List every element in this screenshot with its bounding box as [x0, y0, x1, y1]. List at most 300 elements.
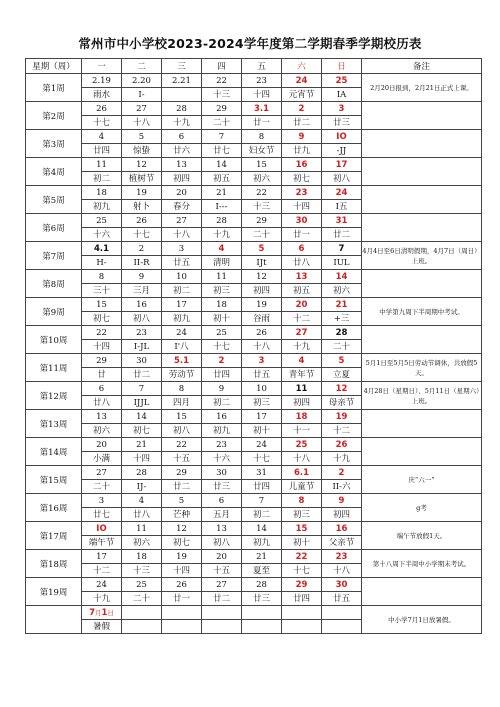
date-fri: 26 [242, 326, 282, 340]
date-fri: 29 [242, 214, 282, 228]
date-sat: 24 [282, 74, 322, 88]
date-sat: 11 [282, 382, 322, 396]
empty-cell [242, 620, 282, 634]
lunar-sun: +三 [322, 312, 362, 326]
lunar-sun: 十二 [322, 424, 362, 438]
lunar-sat: 元宵节 [282, 88, 322, 102]
date-thu: 6 [202, 494, 242, 508]
date-wed: 13 [162, 158, 202, 172]
date-sun: 16 [322, 522, 362, 536]
week-row [26, 438, 482, 452]
week-note: g考 [362, 494, 482, 522]
header-sun: 日 [322, 59, 362, 74]
lunar-thu: 二十 [202, 116, 242, 130]
week-note [362, 158, 482, 186]
date-sat: 18 [282, 410, 322, 424]
empty-cell [202, 620, 242, 634]
date-tue: 9 [122, 270, 162, 284]
date-wed: 5 [162, 494, 202, 508]
date-tue: 12 [122, 158, 162, 172]
date-mon: 18 [82, 186, 122, 200]
week-label: 第10周 [26, 326, 82, 354]
header-fri: 五 [242, 59, 282, 74]
lunar-sat: 初三 [282, 508, 322, 522]
lunar-mon: 初七 [82, 312, 122, 326]
lunar-thu: 十九 [202, 228, 242, 242]
lunar-wed: 初八 [162, 424, 202, 438]
lunar-wed: 芒种 [162, 508, 202, 522]
lunar-wed: 春分 [162, 200, 202, 214]
header-thu: 四 [202, 59, 242, 74]
date-mon: 3 [82, 494, 122, 508]
date-thu: 11 [202, 270, 242, 284]
week-label: 第8周 [26, 270, 82, 298]
lunar-sun: 立夏 [322, 368, 362, 382]
date-sat: 6 [282, 242, 322, 256]
week-note [362, 270, 482, 298]
date-thu: 28 [202, 214, 242, 228]
date-fri: 15 [242, 158, 282, 172]
date-mon: 20 [82, 438, 122, 452]
lunar-mon: 十六 [82, 228, 122, 242]
date-wed: 24 [162, 326, 202, 340]
header-notes: 备注 [362, 59, 482, 74]
date-thu: 23 [202, 438, 242, 452]
date-mon: 2.19 [82, 74, 122, 88]
week-row [26, 522, 482, 536]
week-note [362, 410, 482, 438]
date-mon: 27 [82, 466, 122, 480]
lunar-wed: 四月 [162, 396, 202, 410]
lunar-sun: 廿二 [322, 228, 362, 242]
date-tue: 4 [122, 494, 162, 508]
lunar-thu: 五月 [202, 508, 242, 522]
week-label: 第7周 [26, 242, 82, 270]
date-tue: 14 [122, 410, 162, 424]
date-sat: 20 [282, 298, 322, 312]
date-sat: 22 [282, 550, 322, 564]
header-row [26, 59, 482, 74]
week-label: 第6周 [26, 214, 82, 242]
lunar-sat: 十七 [282, 564, 322, 578]
lunar-wed: 初七 [162, 536, 202, 550]
lunar-tue: I- [122, 88, 162, 102]
week-label: 第14周 [26, 438, 82, 466]
lunar-wed: 初四 [162, 172, 202, 186]
week-row [26, 298, 482, 312]
date-fri: 3 [242, 354, 282, 368]
lunar-wed: 十八 [162, 228, 202, 242]
lunar-mon: 十七 [82, 116, 122, 130]
lunar-fri: 二十 [242, 228, 282, 242]
week-row [26, 550, 482, 564]
date-sat: 15 [282, 522, 322, 536]
lunar-mon: 十二 [82, 564, 122, 578]
lunar-sat: 十九 [282, 340, 322, 354]
week-note: 端午节放假1天。 [362, 522, 482, 550]
date-sun: 26 [322, 438, 362, 452]
date-thu: 9 [202, 382, 242, 396]
date-fri: 12 [242, 270, 282, 284]
header-tue: 二 [122, 59, 162, 74]
date-thu: 20 [202, 550, 242, 564]
summer-label: 暑假 [82, 620, 122, 634]
lunar-sat: 青年节 [282, 368, 322, 382]
date-mon: IO [82, 522, 122, 536]
date-sun: 19 [322, 410, 362, 424]
week-row [26, 410, 482, 424]
week-label: 第1周 [26, 74, 82, 102]
lunar-sun: IA [322, 88, 362, 102]
date-mon: 4 [82, 130, 122, 144]
lunar-fri: 初三 [242, 396, 282, 410]
week-row [26, 102, 482, 116]
lunar-thu: 廿四 [202, 368, 242, 382]
lunar-sat: 初七 [282, 172, 322, 186]
date-wed: 29 [162, 466, 202, 480]
lunar-sun: 初六 [322, 284, 362, 298]
date-sun: 7 [322, 242, 362, 256]
lunar-tue: IJJL [122, 396, 162, 410]
lunar-tue: 植树节 [122, 172, 162, 186]
lunar-sun: 初八 [322, 172, 362, 186]
lunar-sun: II-六 [322, 480, 362, 494]
lunar-thu: 清明 [202, 256, 242, 270]
lunar-sun: 初四 [322, 508, 362, 522]
lunar-fri: 初二 [242, 508, 282, 522]
lunar-sat: 十一 [282, 424, 322, 438]
date-sat: 13 [282, 270, 322, 284]
lunar-tue: IJ- [122, 480, 162, 494]
lunar-thu: 十三 [202, 88, 242, 102]
week-row [26, 494, 482, 508]
week-row [26, 466, 482, 480]
date-thu: 30 [202, 466, 242, 480]
lunar-thu: 廿二 [202, 592, 242, 606]
lunar-sun: I五 [322, 200, 362, 214]
date-tue: 27 [122, 102, 162, 116]
date-fri: 8 [242, 130, 282, 144]
date-sat: 30 [282, 214, 322, 228]
lunar-sat: 初五 [282, 284, 322, 298]
lunar-fri: 初六 [242, 172, 282, 186]
empty-cell [122, 620, 162, 634]
date-wed: 5.1 [162, 354, 202, 368]
date-sun: 3 [322, 102, 362, 116]
date-wed: 12 [162, 522, 202, 536]
date-wed: 3 [162, 242, 202, 256]
lunar-mon: 三十 [82, 284, 122, 298]
week-note: 5月1日至5月5日劳动节调休，共放假5天。 [362, 354, 482, 382]
date-tue: 30 [122, 354, 162, 368]
lunar-tue: 初七 [122, 424, 162, 438]
header-week: 星期（周） [26, 59, 82, 74]
lunar-wed [162, 88, 202, 102]
week-label: 第2周 [26, 102, 82, 130]
date-mon: 6 [82, 382, 122, 396]
date-mon: 15 [82, 298, 122, 312]
lunar-sun: 二十 [322, 340, 362, 354]
lunar-thu: 廿三 [202, 480, 242, 494]
week-note [362, 438, 482, 466]
lunar-sun: 母亲节 [322, 396, 362, 410]
date-fri: 22 [242, 186, 282, 200]
week-label: 第18周 [26, 550, 82, 578]
week-label: 第9周 [26, 298, 82, 326]
lunar-sat: 十八 [282, 452, 322, 466]
lunar-tue: 惊蛰 [122, 144, 162, 158]
date-fri: 10 [242, 382, 282, 396]
date-fri: 24 [242, 438, 282, 452]
lunar-fri: 十七 [242, 452, 282, 466]
week-row [26, 270, 482, 284]
lunar-tue: 廿二 [122, 368, 162, 382]
lunar-wed: 十九 [162, 116, 202, 130]
lunar-mon: 廿 [82, 368, 122, 382]
summer-date [82, 606, 122, 620]
summer-day-char: 日 [107, 608, 114, 617]
date-sun: 14 [322, 270, 362, 284]
week-row [26, 74, 482, 88]
date-mon: 11 [82, 158, 122, 172]
week-note: 中学第九周下半周期中考试。 [362, 298, 482, 326]
empty-cell [282, 620, 322, 634]
lunar-sat: 廿八 [282, 256, 322, 270]
date-sun: 5 [322, 354, 362, 368]
header-sat: 六 [282, 59, 322, 74]
lunar-sun: 廿五 [322, 592, 362, 606]
date-fri: 31 [242, 466, 282, 480]
date-wed: 15 [162, 410, 202, 424]
lunar-wed: 廿五 [162, 256, 202, 270]
summer-row [26, 606, 482, 620]
date-wed: 20 [162, 186, 202, 200]
week-label: 第3周 [26, 130, 82, 158]
lunar-fri: 初九 [242, 536, 282, 550]
lunar-wed: 十四 [162, 564, 202, 578]
lunar-thu: 初八 [202, 536, 242, 550]
week-label: 第13周 [26, 410, 82, 438]
date-fri: 14 [242, 522, 282, 536]
date-sat: 27 [282, 326, 322, 340]
date-tue: 2 [122, 242, 162, 256]
lunar-sat: 初四 [282, 396, 322, 410]
lunar-fri: 十八 [242, 340, 282, 354]
summer-week-label [26, 606, 82, 634]
date-fri: 28 [242, 578, 282, 592]
week-note: 第十八周下半周中小学期末考试。 [362, 550, 482, 578]
week-label: 第17周 [26, 522, 82, 550]
empty-cell [282, 606, 322, 620]
date-mon: 13 [82, 410, 122, 424]
week-label: 第16周 [26, 494, 82, 522]
lunar-wed: 初二 [162, 284, 202, 298]
lunar-thu: 初三 [202, 284, 242, 298]
week-note [362, 186, 482, 214]
date-thu: 21 [202, 186, 242, 200]
summer-month-char: 月 [95, 608, 102, 617]
date-sat: 16 [282, 158, 322, 172]
lunar-sat: 廿九 [282, 144, 322, 158]
date-wed: 27 [162, 214, 202, 228]
week-note: 4月28日（星期日）、5月11日（星期六）上班。 [362, 382, 482, 410]
lunar-fri: 夏至 [242, 564, 282, 578]
date-sat: 4 [282, 354, 322, 368]
date-fri: 21 [242, 550, 282, 564]
week-note [362, 130, 482, 158]
lunar-fri: 十三 [242, 200, 282, 214]
week-row [26, 214, 482, 228]
date-mon: 24 [82, 578, 122, 592]
date-sun: 23 [322, 550, 362, 564]
lunar-mon: 雨水 [82, 88, 122, 102]
lunar-fri: 谷雨 [242, 312, 282, 326]
date-tue: 7 [122, 382, 162, 396]
week-note: 2月20日报到，2月21日正式上课。 [362, 74, 482, 102]
lunar-wed: 廿六 [162, 144, 202, 158]
date-fri: 17 [242, 410, 282, 424]
lunar-fri: 廿一 [242, 116, 282, 130]
date-fri: 19 [242, 298, 282, 312]
date-fri: 23 [242, 74, 282, 88]
date-tue: 19 [122, 186, 162, 200]
date-mon: 29 [82, 354, 122, 368]
week-label: 第15周 [26, 466, 82, 494]
date-mon: 4.1 [82, 242, 122, 256]
date-mon: 22 [82, 326, 122, 340]
lunar-mon: H- [82, 256, 122, 270]
week-label: 第11周 [26, 354, 82, 382]
lunar-fri: 十四 [242, 88, 282, 102]
date-tue: 28 [122, 466, 162, 480]
lunar-thu: 廿七 [202, 144, 242, 158]
week-row [26, 242, 482, 256]
date-wed: 19 [162, 550, 202, 564]
week-label: 第12周 [26, 382, 82, 410]
date-thu: 14 [202, 158, 242, 172]
date-wed: 6 [162, 130, 202, 144]
lunar-mon: 十九 [82, 592, 122, 606]
lunar-thu: 初十 [202, 312, 242, 326]
date-mon: 26 [82, 102, 122, 116]
lunar-sat: 廿一 [282, 228, 322, 242]
date-tue: 5 [122, 130, 162, 144]
empty-cell [162, 606, 202, 620]
lunar-mon: 初六 [82, 424, 122, 438]
week-label: 第4周 [26, 158, 82, 186]
lunar-wed: 初九 [162, 312, 202, 326]
date-wed: 28 [162, 102, 202, 116]
date-thu: 16 [202, 410, 242, 424]
date-sat: 8 [282, 494, 322, 508]
date-wed: 2.21 [162, 74, 202, 88]
lunar-thu: 十七 [202, 340, 242, 354]
date-thu: 29 [202, 102, 242, 116]
week-note [362, 326, 482, 354]
date-sun: 30 [322, 578, 362, 592]
date-thu: 25 [202, 326, 242, 340]
lunar-tue: 三月 [122, 284, 162, 298]
date-sun: 28 [322, 326, 362, 340]
lunar-sat: 廿二 [282, 116, 322, 130]
week-row [26, 354, 482, 368]
date-sat: 9 [282, 130, 322, 144]
date-tue: 23 [122, 326, 162, 340]
date-sun: 12 [322, 382, 362, 396]
lunar-wed: I'八 [162, 340, 202, 354]
empty-cell [162, 620, 202, 634]
empty-cell [322, 620, 362, 634]
lunar-fri: 初十 [242, 424, 282, 438]
lunar-wed: 十五 [162, 452, 202, 466]
date-sun: 31 [322, 214, 362, 228]
date-thu: 27 [202, 578, 242, 592]
lunar-sat: 十二 [282, 312, 322, 326]
header-mon: 一 [82, 59, 122, 74]
date-sun: 21 [322, 298, 362, 312]
date-fri: 7 [242, 494, 282, 508]
date-thu: 7 [202, 130, 242, 144]
lunar-tue: 二十 [122, 592, 162, 606]
lunar-sat: 初十 [282, 536, 322, 550]
date-sun: 2 [322, 466, 362, 480]
lunar-thu: I--- [202, 200, 242, 214]
lunar-sun: 廿三 [322, 116, 362, 130]
lunar-thu: 十五 [202, 564, 242, 578]
week-note: 4月4日至6日清明假期，4月7日（周日）上班。 [362, 242, 482, 270]
date-thu: 22 [202, 74, 242, 88]
date-sun: 24 [322, 186, 362, 200]
date-sat: 25 [282, 438, 322, 452]
week-note [362, 214, 482, 242]
date-wed: 10 [162, 270, 202, 284]
week-label: 第19周 [26, 578, 82, 606]
date-sat: 23 [282, 186, 322, 200]
lunar-wed: 廿二 [162, 480, 202, 494]
empty-cell [122, 606, 162, 620]
date-fri: 3.1 [242, 102, 282, 116]
empty-cell [322, 606, 362, 620]
date-sun: 25 [322, 74, 362, 88]
empty-cell [202, 606, 242, 620]
lunar-fri: 妇女节 [242, 144, 282, 158]
date-sun: 17 [322, 158, 362, 172]
date-tue: 16 [122, 298, 162, 312]
week-note [362, 578, 482, 606]
date-tue: 25 [122, 578, 162, 592]
date-mon: 17 [82, 550, 122, 564]
week-row [26, 382, 482, 396]
lunar-fri: IJt [242, 256, 282, 270]
lunar-mon: 端午节 [82, 536, 122, 550]
lunar-sat: 廿四 [282, 592, 322, 606]
lunar-tue: 十八 [122, 116, 162, 130]
week-note: 庆“六一” [362, 466, 482, 494]
lunar-tue: II-R [122, 256, 162, 270]
date-mon: 8 [82, 270, 122, 284]
date-thu: 2 [202, 354, 242, 368]
date-tue: 21 [122, 438, 162, 452]
lunar-sun: 十八 [322, 564, 362, 578]
lunar-mon: 初二 [82, 172, 122, 186]
header-wed: 三 [162, 59, 202, 74]
lunar-mon: 初九 [82, 200, 122, 214]
date-wed: 8 [162, 382, 202, 396]
empty-cell [242, 606, 282, 620]
lunar-thu: 初九 [202, 424, 242, 438]
date-thu: 13 [202, 522, 242, 536]
lunar-mon: 二十 [82, 480, 122, 494]
